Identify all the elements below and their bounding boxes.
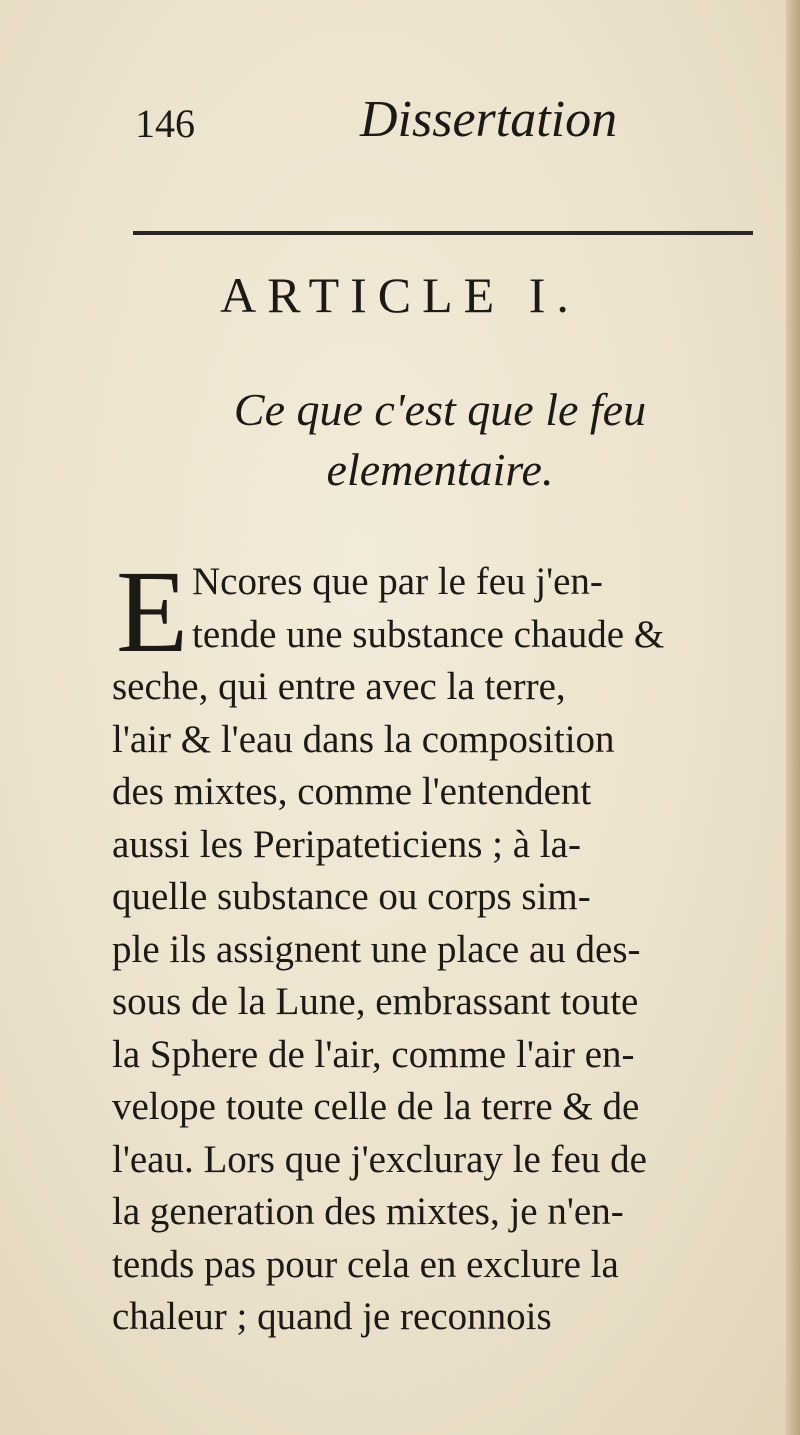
text-line: tende une substance chaude & [192,612,665,656]
text-line: velope toute celle de la terre & de [112,1085,640,1128]
text-line: la Sphere de l'air, comme l'air en- [112,1032,635,1076]
running-title: Dissertation [360,91,618,148]
text-line: Ncores que par le feu j'en- [192,560,603,603]
running-head [130,88,770,158]
drop-cap: E [116,546,189,677]
subtitle-line: Ce que c'est que le feu [233,384,647,435]
page-number: 146 [135,101,195,146]
text-line: seche, qui entre avec la terre, [112,665,566,708]
body-paragraph [112,546,782,1344]
subtitle-line: elementaire. [326,444,554,495]
article-subtitle [140,380,740,500]
text-line: chaleur ; quand je reconnois [112,1295,552,1338]
text-line: des mixtes, comme l'entendent [112,770,592,813]
text-line: ple ils assignent une place au des- [112,927,641,971]
text-line: quelle substance ou corps sim- [112,875,591,918]
text-line: la generation des mixtes, je n'en- [112,1190,624,1233]
text-line: sous de la Lune, embrassant toute [112,980,639,1023]
text-line: aussi les Peripateticiens ; à la- [112,822,581,866]
article-heading: ARTICLE I. [220,267,580,323]
page-edge [786,0,800,1435]
text-line: l'eau. Lors que j'excluray le feu de [112,1137,647,1181]
header-rule [133,231,753,235]
text-line: l'air & l'eau dans la composition [112,717,615,761]
text-line: tends pas pour cela en exclure la [112,1242,619,1286]
